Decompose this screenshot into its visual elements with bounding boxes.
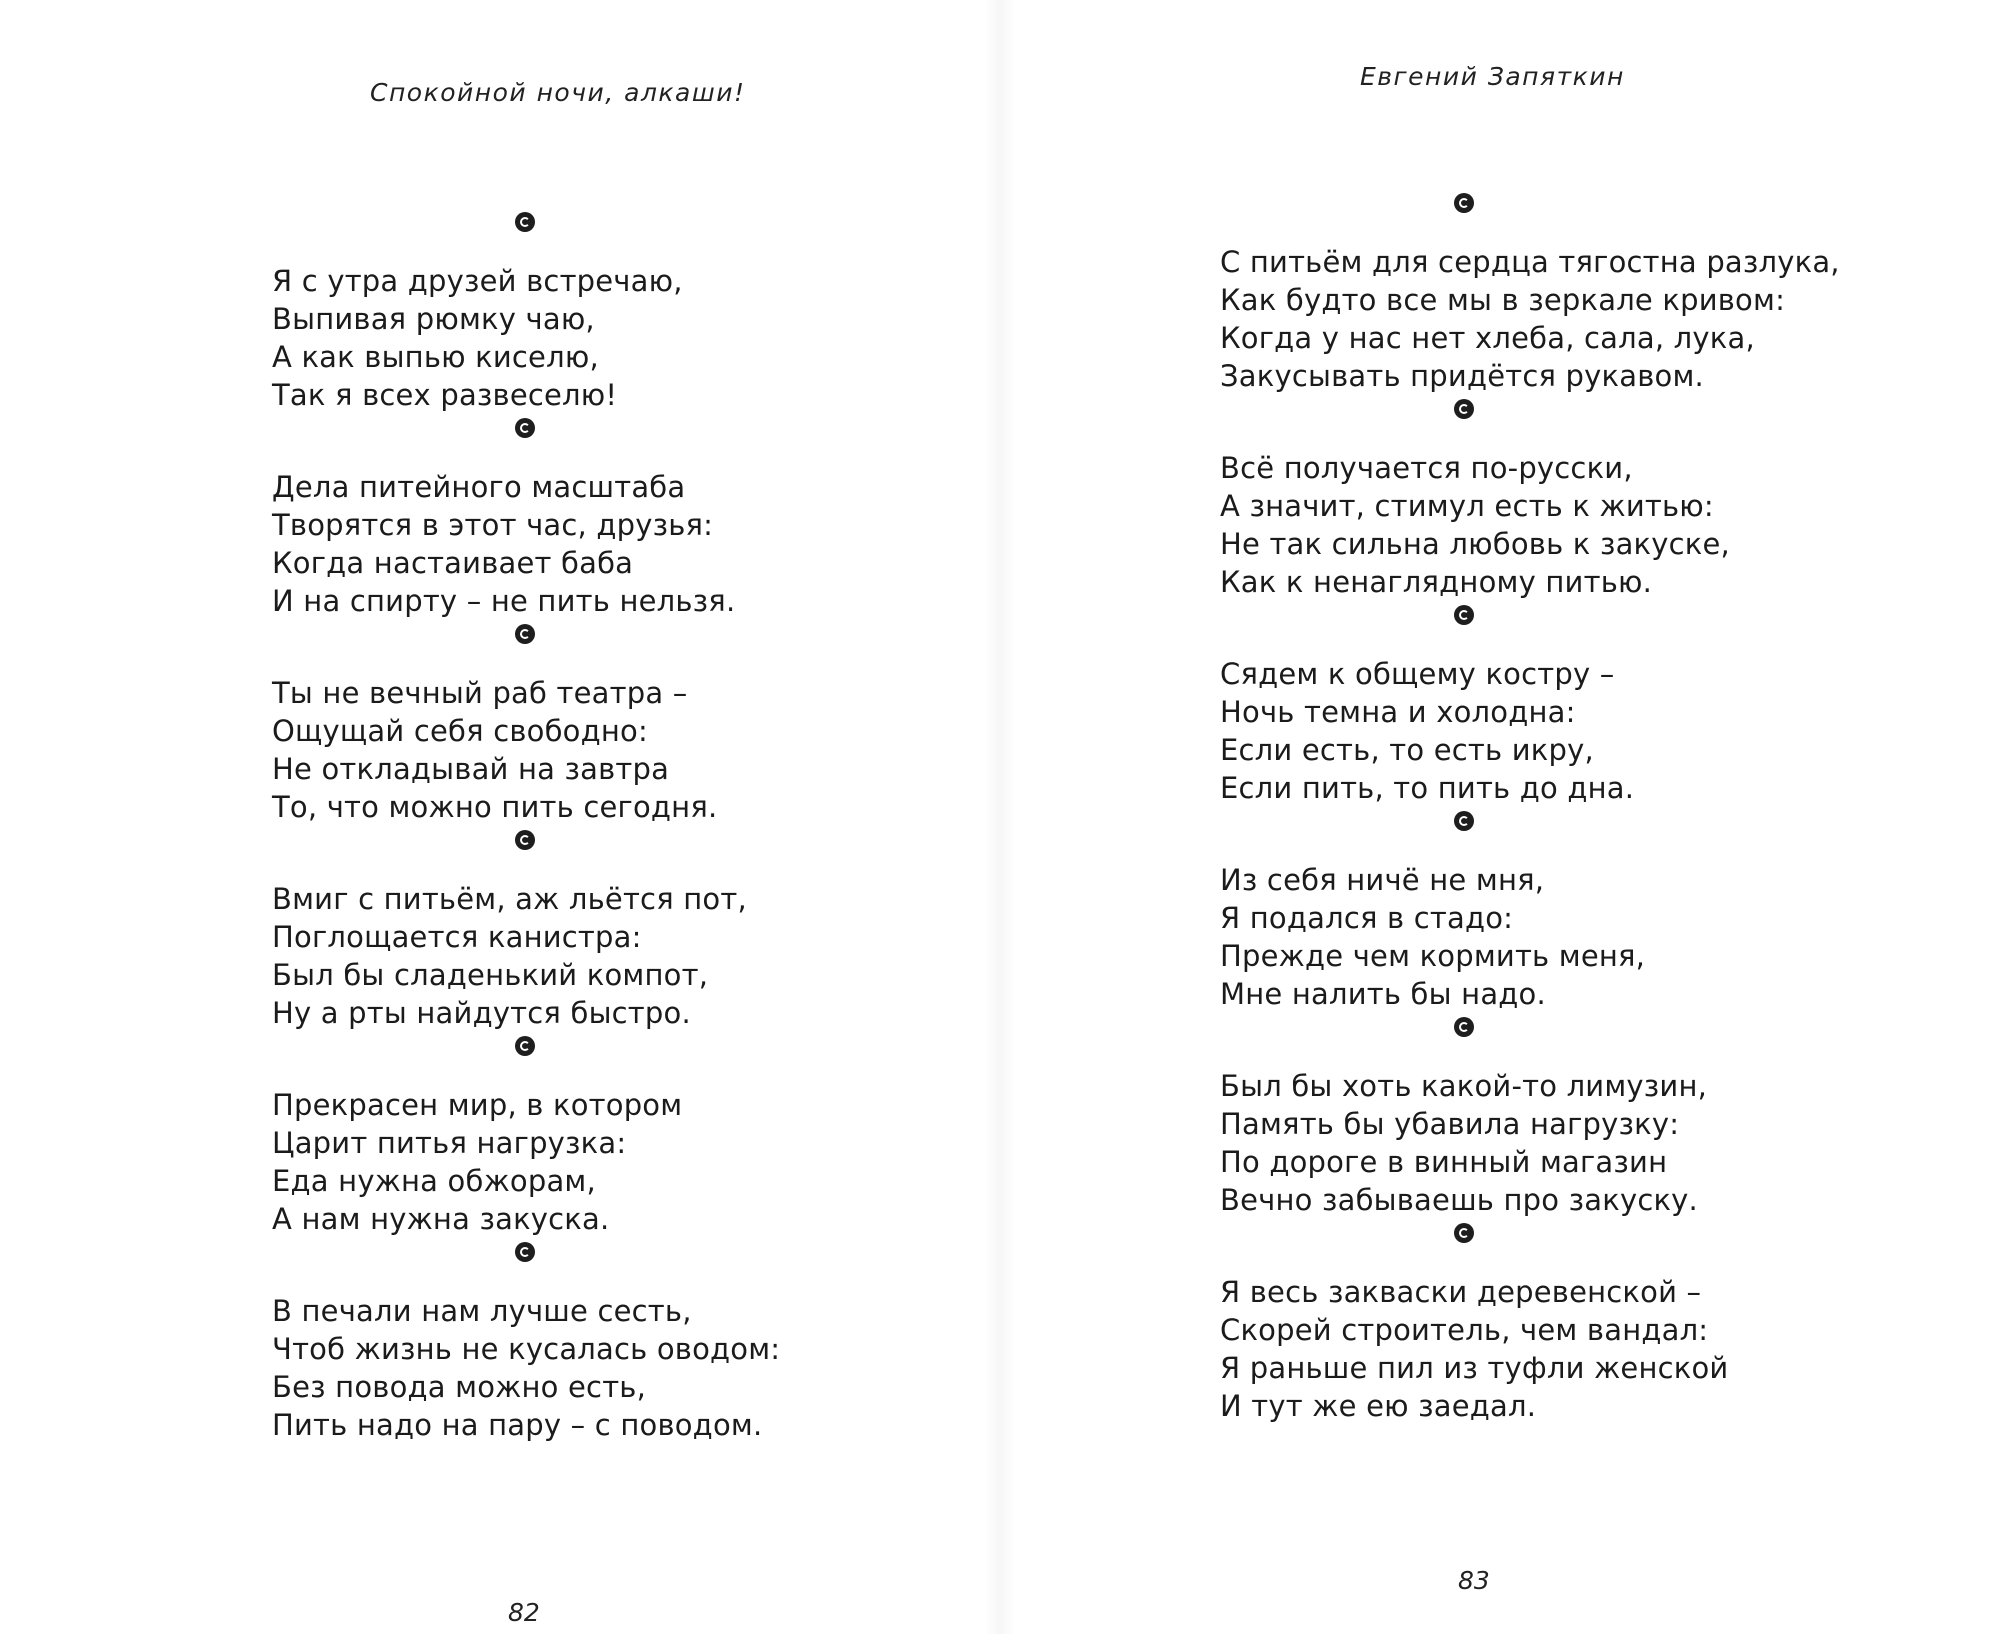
swirl-icon xyxy=(1454,399,1474,419)
poem-line: Я с утра друзей встречаю, xyxy=(272,264,683,298)
stanza xyxy=(272,1292,1032,1444)
poem-line: По дороге в винный магазин xyxy=(1220,1145,1668,1179)
stanza-divider xyxy=(1220,601,1980,647)
swirl-icon xyxy=(515,830,535,850)
stanza-divider xyxy=(272,414,1032,460)
swirl-icon xyxy=(515,212,535,232)
poem-line: И на спирту – не пить нельзя. xyxy=(272,584,736,618)
stanza-divider xyxy=(1220,189,1980,235)
poem-line: Царит питья нагрузка: xyxy=(272,1126,627,1160)
poem-column xyxy=(1220,189,1980,1425)
swirl-icon xyxy=(515,1242,535,1262)
swirl-icon xyxy=(515,624,535,644)
poem-line: Прежде чем кормить меня, xyxy=(1220,939,1646,973)
poem-line: Ощущай себя свободно: xyxy=(272,714,648,748)
poem-line: Если есть, то есть икру, xyxy=(1220,733,1594,767)
poem-line: Не откладывай на завтра xyxy=(272,752,670,786)
poem-line: Ночь темна и холодна: xyxy=(1220,695,1576,729)
poem-line: Я раньше пил из туфли женской xyxy=(1220,1351,1729,1385)
poem-line: Всё получается по-русски, xyxy=(1220,451,1633,485)
running-header: Спокойной ночи, алкаши! xyxy=(370,78,746,107)
page-number: 82 xyxy=(508,1598,540,1627)
stanza-divider xyxy=(1220,807,1980,853)
running-header: Евгений Запяткин xyxy=(1360,62,1625,91)
poem-column xyxy=(272,208,1032,1444)
poem-line: А нам нужна закуска. xyxy=(272,1202,610,1236)
poem-line: Как будто все мы в зеркале кривом: xyxy=(1220,283,1786,317)
swirl-icon xyxy=(1454,1017,1474,1037)
poem-line: Дела питейного масштаба xyxy=(272,470,686,504)
poem-line: А значит, стимул есть к житью: xyxy=(1220,489,1714,523)
poem-line: С питьём для сердца тягостна разлука, xyxy=(1220,245,1840,279)
stanza-divider xyxy=(272,208,1032,254)
stanza xyxy=(272,674,1032,826)
poem-line: Если пить, то пить до дна. xyxy=(1220,771,1635,805)
swirl-icon xyxy=(515,1036,535,1056)
stanza xyxy=(1220,1273,1980,1425)
poem-line: Сядем к общему костру – xyxy=(1220,657,1615,691)
stanza-divider xyxy=(1220,395,1980,441)
poem-line: Так я всех развеселю! xyxy=(272,378,618,412)
stanza xyxy=(272,880,1032,1032)
stanza-divider xyxy=(272,1032,1032,1078)
swirl-icon xyxy=(1454,193,1474,213)
poem-line: Вечно забываешь про закуску. xyxy=(1220,1183,1698,1217)
swirl-icon xyxy=(515,418,535,438)
poem-line: Поглощается канистра: xyxy=(272,920,642,954)
stanza-divider xyxy=(1220,1013,1980,1059)
poem-line: Чтоб жизнь не кусалась оводом: xyxy=(272,1332,781,1366)
poem-line: Когда у нас нет хлеба, сала, лука, xyxy=(1220,321,1755,355)
swirl-icon xyxy=(1454,811,1474,831)
poem-line: Ты не вечный раб театра – xyxy=(272,676,688,710)
stanza xyxy=(1220,449,1980,601)
poem-line: Когда настаивает баба xyxy=(272,546,634,580)
swirl-icon xyxy=(1454,1223,1474,1243)
poem-line: Как к ненаглядному питью. xyxy=(1220,565,1653,599)
poem-line: Еда нужна обжорам, xyxy=(272,1164,596,1198)
poem-line: Без повода можно есть, xyxy=(272,1370,647,1404)
poem-line: Ну а рты найдутся быстро. xyxy=(272,996,691,1030)
poem-line: Из себя ничё не мня, xyxy=(1220,863,1545,897)
poem-line: А как выпью киселю, xyxy=(272,340,599,374)
poem-line: Пить надо на пару – с поводом. xyxy=(272,1408,763,1442)
swirl-icon xyxy=(1454,605,1474,625)
poem-line: В печали нам лучше сесть, xyxy=(272,1294,692,1328)
stanza xyxy=(1220,861,1980,1013)
stanza xyxy=(1220,1067,1980,1219)
poem-line: Я весь закваски деревенской – xyxy=(1220,1275,1702,1309)
stanza-divider xyxy=(272,620,1032,666)
poem-line: Мне налить бы надо. xyxy=(1220,977,1546,1011)
poem-line: Вмиг с питьём, аж льётся пот, xyxy=(272,882,747,916)
stanza xyxy=(272,1086,1032,1238)
poem-line: И тут же ею заедал. xyxy=(1220,1389,1537,1423)
poem-line: Закусывать придётся рукавом. xyxy=(1220,359,1704,393)
poem-line: Скорей строитель, чем вандал: xyxy=(1220,1313,1709,1347)
poem-line: Прекрасен мир, в котором xyxy=(272,1088,683,1122)
poem-line: Был бы хоть какой-то лимузин, xyxy=(1220,1069,1708,1103)
stanza xyxy=(272,262,1032,414)
poem-line: То, что можно пить сегодня. xyxy=(272,790,718,824)
poem-line: Выпивая рюмку чаю, xyxy=(272,302,595,336)
stanza xyxy=(272,468,1032,620)
poem-line: Я подался в стадо: xyxy=(1220,901,1514,935)
stanza xyxy=(1220,243,1980,395)
poem-line: Память бы убавила нагрузку: xyxy=(1220,1107,1680,1141)
right-page xyxy=(1000,0,2000,1634)
poem-line: Был бы сладенький компот, xyxy=(272,958,709,992)
poem-line: Творятся в этот час, друзья: xyxy=(272,508,714,542)
stanza xyxy=(1220,655,1980,807)
poem-line: Не так сильна любовь к закуске, xyxy=(1220,527,1730,561)
stanza-divider xyxy=(1220,1219,1980,1265)
page-number: 83 xyxy=(1458,1566,1490,1595)
stanza-divider xyxy=(272,1238,1032,1284)
stanza-divider xyxy=(272,826,1032,872)
